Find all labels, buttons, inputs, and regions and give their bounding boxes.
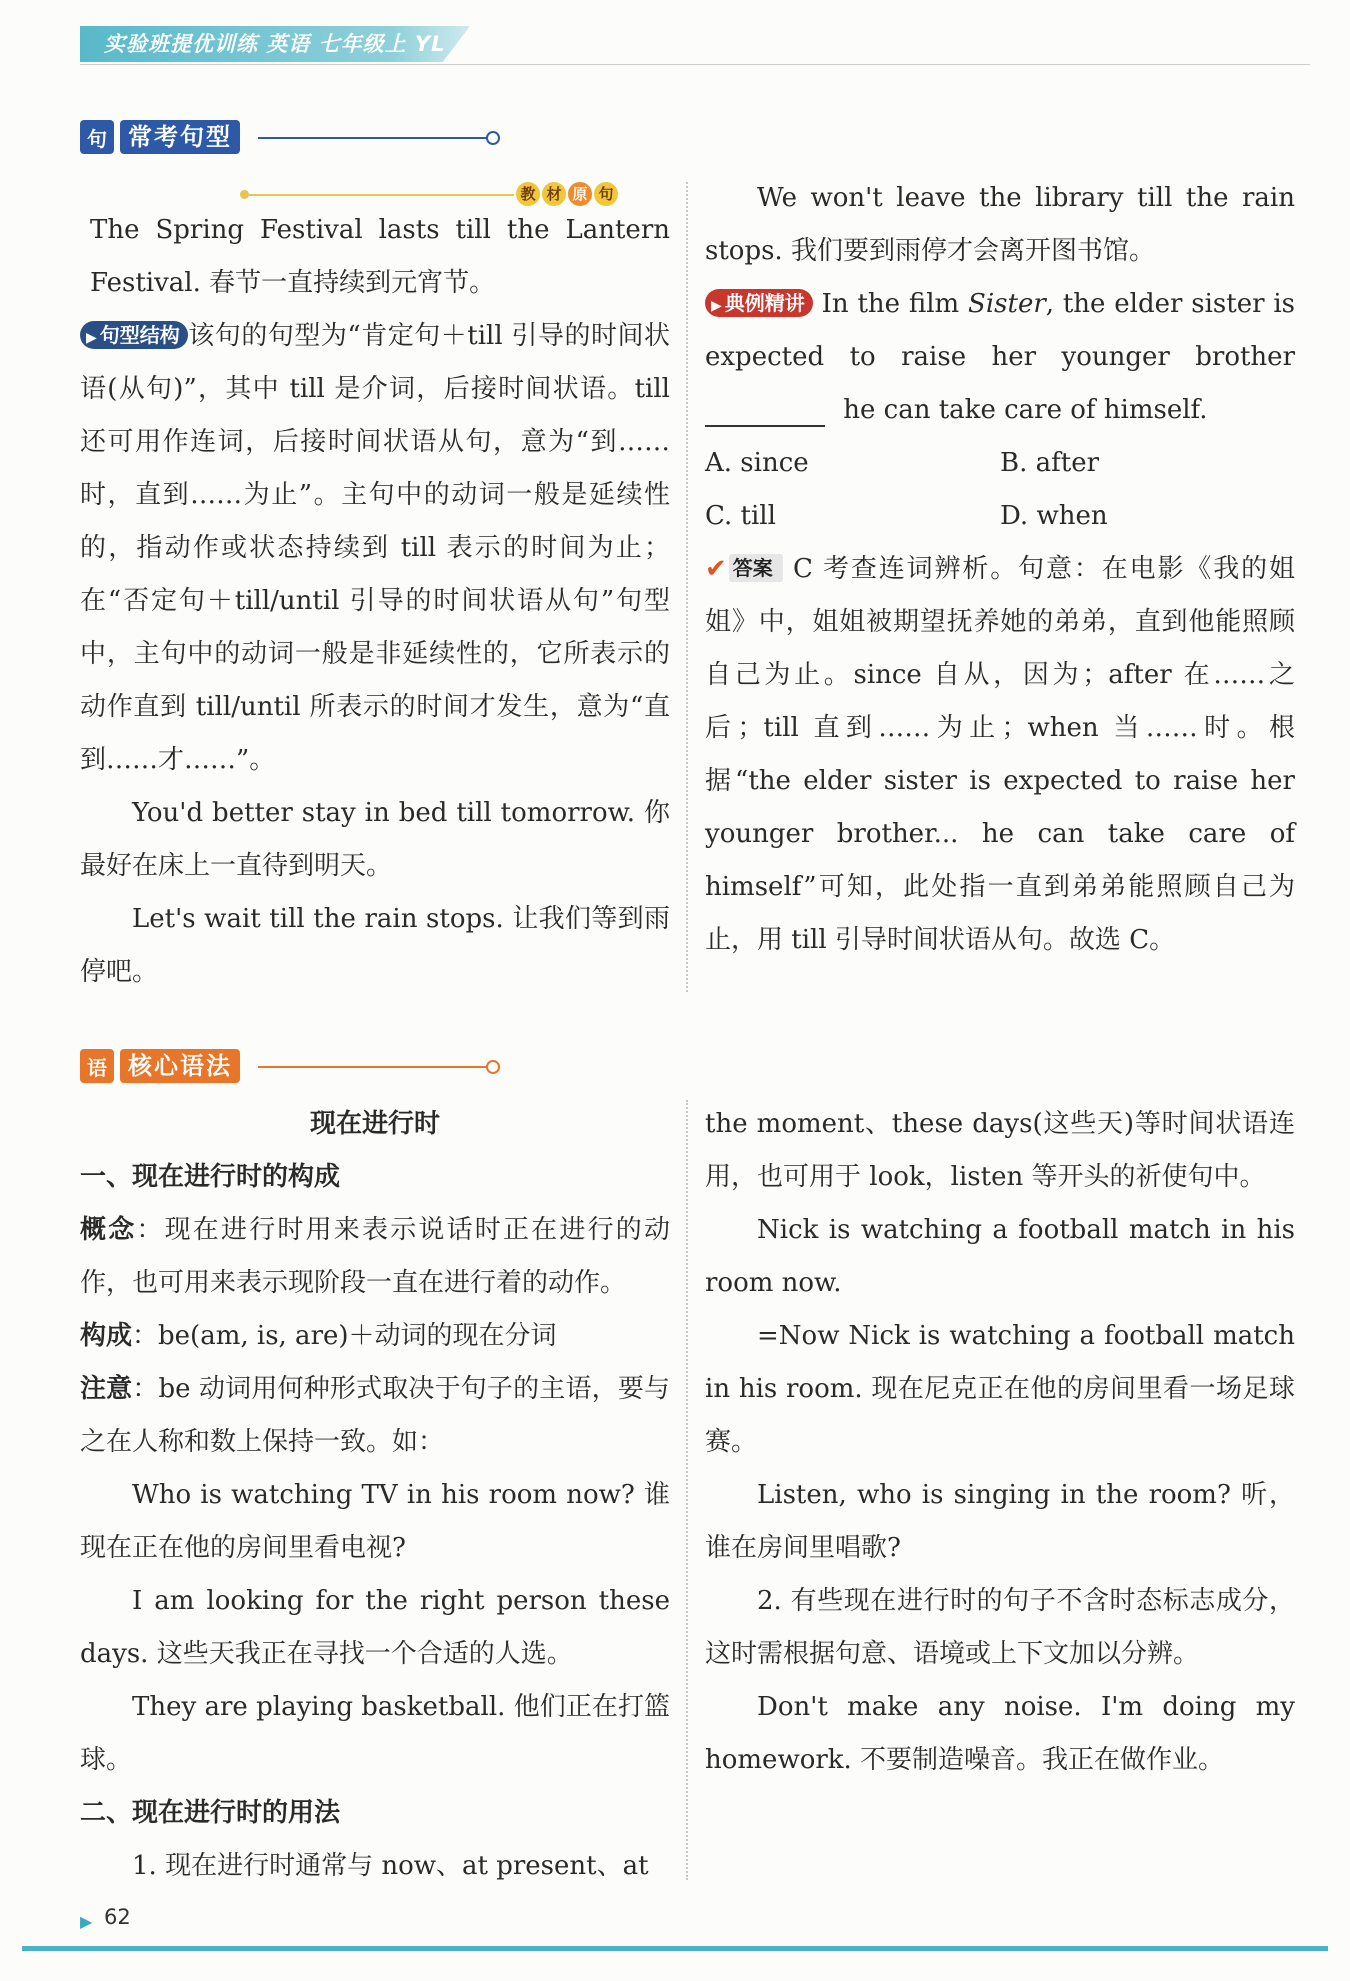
book-icon: 句 — [80, 120, 114, 154]
play-icon: ▶ — [711, 298, 722, 314]
note-text: ：be 动词用何种形式取决于句子的主语，要与之在人称和数上保持一致。如： — [80, 1374, 670, 1457]
subheading-formation: 一、现在进行时的构成 — [80, 1162, 341, 1192]
usage-continued: the moment、these days(这些天)等时间状语连用，也可用于 look，listen 等开头的祈使句中。 — [705, 1109, 1295, 1192]
key-sentence: The Spring Festival lasts till the Lantern Festival. 春节一直持续到元宵节。 — [90, 215, 670, 298]
footer-bar — [22, 1946, 1328, 1951]
badge-char: 句 — [594, 182, 618, 206]
section1-right-column — [705, 172, 1295, 967]
flag-line — [244, 194, 514, 196]
option-d[interactable]: D. when — [1000, 501, 1108, 531]
grammar-heading: 现在进行时 — [309, 1109, 440, 1139]
example-sentence: Nick is watching a football match in his room now. — [705, 1215, 1295, 1298]
usage-paragraph: 1. 现在进行时通常与 now、at present、at — [132, 1851, 649, 1881]
option-a[interactable]: A. since — [705, 448, 809, 478]
section-heading-core-grammar — [80, 1047, 430, 1087]
example-sentence: They are playing basketball. 他们正在打篮球。 — [80, 1692, 670, 1775]
answer-text: C 考查连词辨析。句意：在电影《我的姐姐》中，姐姐被期望抚养她的弟弟，直到他能照顾自己为止。since 自从，因为；after 在……之后；till 直到……为止；when 当……时。根据“the elder sister is expected to raise her younger brother... he can take care of himself”可知，此处指一直到弟弟能照顾自己为止，用 till 引导时间状语从句。故选 C。 — [705, 554, 1295, 955]
play-icon: ▶ — [86, 330, 97, 346]
grammar-icon: 语 — [80, 1049, 114, 1083]
section-rule-dot — [486, 1060, 500, 1074]
section1-left-column — [80, 204, 670, 999]
film-title: Sister — [968, 289, 1046, 319]
structure-paragraph — [80, 310, 670, 787]
option-c[interactable]: C. till — [705, 501, 776, 531]
section2-left-column — [80, 1098, 670, 1893]
concept-label: 概念 — [80, 1215, 137, 1245]
form-text: ：be(am, is, are)＋动词的现在分词 — [132, 1321, 557, 1351]
note-label: 注意 — [80, 1374, 133, 1404]
column-divider — [686, 182, 688, 992]
subheading-usage: 二、现在进行时的用法 — [80, 1798, 341, 1828]
flag-dot — [240, 190, 249, 199]
structure-text: 该句的句型为“肯定句＋till 引导的时间状语(从句)”，其中 till 是介词，后接时间状语。till 还可用作连词，后接时间状语从句，意为“到……时，直到……为止”。主句中的动词一般是延续性的，指动作或状态持续到 till 表示的时间为止；在“否定句＋till/until 引导的时间状语从句”句型中，主句中的动词一般是非延续性的，它所表示的动作直到 till/until 所表示的时间才发生，意为“直到……才……”。 — [80, 321, 670, 775]
example-sentence: I am looking for the right person these days. 这些天我正在寻找一个合适的人选。 — [80, 1586, 670, 1669]
concept-text: ：现在进行时用来表示说话时正在进行的动作，也可用来表示现阶段一直在进行着的动作。 — [80, 1215, 670, 1298]
section-heading-sentence-patterns — [80, 118, 430, 158]
page-arrow-icon: ▶ — [80, 1912, 93, 1931]
badge-char: 原 — [568, 182, 592, 206]
question-text: he can take care of himself. — [835, 395, 1208, 425]
example-sentence: =Now Nick is watching a football match in his room. 现在尼克正在他的房间里看一场足球赛。 — [705, 1321, 1295, 1457]
section2-right-column — [705, 1098, 1295, 1787]
typical-example-tag: ▶ 典例精讲 — [705, 289, 813, 317]
book-title: 实验班提优训练 英语 七年级上 YL — [104, 32, 446, 56]
example-sentence: You'd better stay in bed till tomorrow. 你最好在床上一直待到明天。 — [80, 798, 670, 881]
answer-explanation — [705, 543, 1295, 967]
typical-question — [705, 278, 1295, 437]
note-paragraph — [80, 1363, 670, 1469]
section-rule — [258, 1066, 488, 1068]
answer-blank[interactable] — [705, 395, 825, 427]
header-divider — [80, 64, 1310, 65]
section-title: 常考句型 — [120, 120, 240, 154]
example-sentence: Who is watching TV in his room now? 谁现在正在他的房间里看电视? — [80, 1480, 670, 1563]
column-divider — [686, 1100, 688, 1880]
form-label: 构成 — [80, 1321, 133, 1351]
example-sentence: Listen, who is singing in the room? 听，谁在房间里唱歌? — [705, 1480, 1295, 1563]
example-sentence: Let's wait till the rain stops. 让我们等到雨停吧。 — [80, 904, 670, 987]
section-rule-dot — [486, 131, 500, 145]
answer-tag: 答案 — [729, 554, 783, 582]
section-rule — [258, 137, 488, 139]
concept-paragraph — [80, 1204, 670, 1310]
structure-tag: ▶ 句型结构 — [80, 321, 188, 349]
option-b[interactable]: B. after — [1000, 448, 1100, 478]
page-number: 62 — [104, 1905, 131, 1929]
checkmark-icon: ✔ — [705, 554, 727, 584]
badge-char: 教 — [516, 182, 540, 206]
question-text: , the elder sister is expected to raise her younger brother — [705, 289, 1296, 372]
form-paragraph — [80, 1310, 670, 1363]
answer-options — [705, 437, 1295, 543]
example-sentence: Don't make any noise. I'm doing my homework. 不要制造噪音。我正在做作业。 — [705, 1692, 1295, 1775]
question-text: In the film — [821, 289, 969, 319]
usage-paragraph: 2. 有些现在进行时的句子不含时态标志成分，这时需根据句意、语境或上下文加以分辨。 — [705, 1586, 1295, 1669]
section-title: 核心语法 — [120, 1049, 240, 1083]
badge-char: 材 — [542, 182, 566, 206]
example-sentence: We won't leave the library till the rain stops. 我们要到雨停才会离开图书馆。 — [705, 183, 1295, 266]
